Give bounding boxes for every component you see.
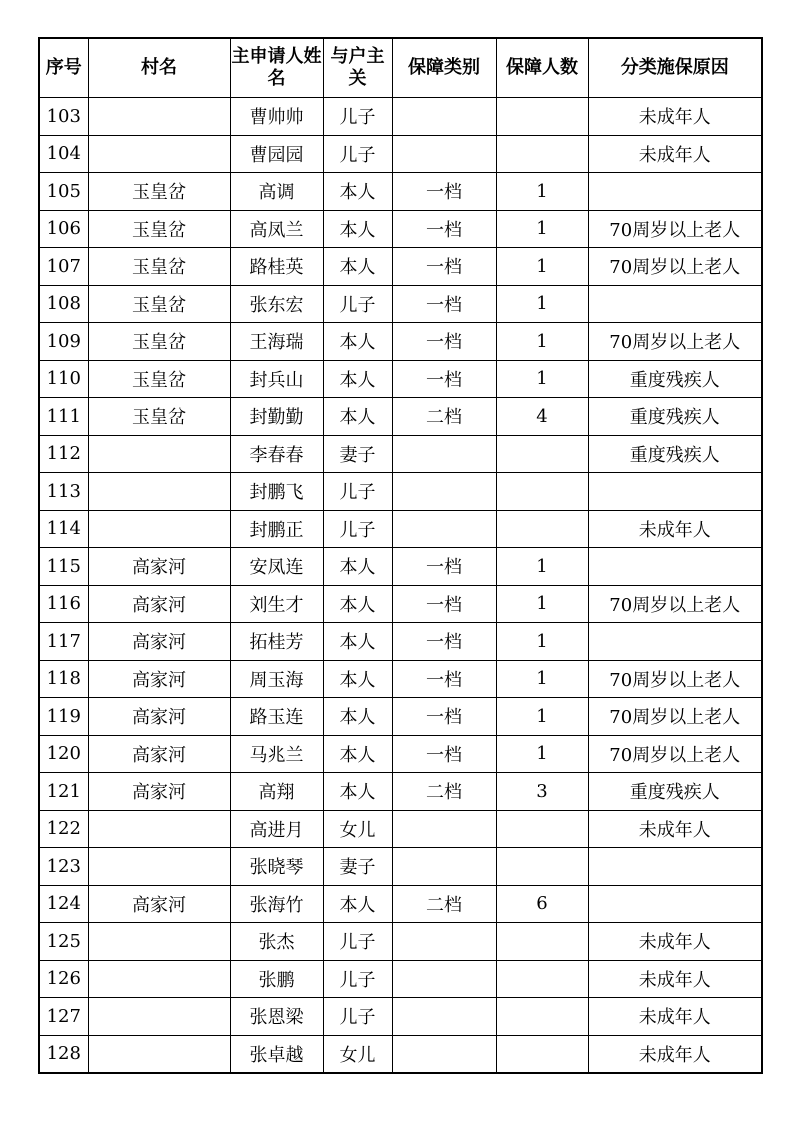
cell-category: 一档 (392, 585, 496, 623)
header-count: 保障人数 (496, 38, 588, 98)
cell-count: 1 (496, 248, 588, 286)
cell-count (496, 473, 588, 511)
cell-count: 4 (496, 398, 588, 436)
cell-relation: 本人 (323, 398, 392, 436)
cell-seq: 106 (39, 210, 88, 248)
cell-applicant-name: 张海竹 (230, 885, 323, 923)
cell-category (392, 98, 496, 136)
cell-reason: 70周岁以上老人 (588, 660, 762, 698)
cell-seq: 125 (39, 923, 88, 961)
table-row (39, 660, 762, 698)
cell-relation: 儿子 (323, 135, 392, 173)
cell-applicant-name: 马兆兰 (230, 735, 323, 773)
cell-reason: 未成年人 (588, 510, 762, 548)
cell-seq: 128 (39, 1035, 88, 1073)
header-category: 保障类别 (392, 38, 496, 98)
cell-village: 高家河 (88, 773, 230, 811)
cell-relation: 本人 (323, 660, 392, 698)
cell-count: 1 (496, 585, 588, 623)
cell-applicant-name: 封鹏飞 (230, 473, 323, 511)
table-row (39, 623, 762, 661)
cell-village: 高家河 (88, 585, 230, 623)
table-row (39, 398, 762, 436)
cell-village: 玉皇岔 (88, 285, 230, 323)
cell-village: 玉皇岔 (88, 360, 230, 398)
cell-category (392, 435, 496, 473)
cell-reason: 未成年人 (588, 923, 762, 961)
cell-category: 一档 (392, 660, 496, 698)
cell-relation: 女儿 (323, 810, 392, 848)
cell-count: 1 (496, 735, 588, 773)
cell-relation: 本人 (323, 773, 392, 811)
cell-relation: 儿子 (323, 998, 392, 1036)
cell-relation: 本人 (323, 698, 392, 736)
table-row (39, 135, 762, 173)
cell-category: 一档 (392, 285, 496, 323)
header-seq: 序号 (39, 38, 88, 98)
cell-reason (588, 623, 762, 661)
cell-seq: 127 (39, 998, 88, 1036)
cell-seq: 104 (39, 135, 88, 173)
cell-applicant-name: 张晓琴 (230, 848, 323, 886)
cell-village (88, 98, 230, 136)
cell-category: 一档 (392, 248, 496, 286)
cell-village: 高家河 (88, 623, 230, 661)
cell-village (88, 473, 230, 511)
cell-relation: 本人 (323, 585, 392, 623)
cell-category: 一档 (392, 698, 496, 736)
cell-category (392, 510, 496, 548)
cell-category (392, 960, 496, 998)
cell-count: 1 (496, 623, 588, 661)
header-applicant: 主申请人姓名 (230, 38, 323, 98)
cell-seq: 111 (39, 398, 88, 436)
cell-seq: 105 (39, 173, 88, 211)
cell-applicant-name: 封兵山 (230, 360, 323, 398)
cell-count: 1 (496, 548, 588, 586)
cell-count (496, 960, 588, 998)
cell-count: 1 (496, 173, 588, 211)
cell-applicant-name: 封勤勤 (230, 398, 323, 436)
cell-seq: 109 (39, 323, 88, 361)
cell-relation: 儿子 (323, 960, 392, 998)
cell-count (496, 923, 588, 961)
cell-village: 高家河 (88, 885, 230, 923)
cell-relation: 本人 (323, 323, 392, 361)
cell-relation: 本人 (323, 548, 392, 586)
cell-reason (588, 548, 762, 586)
table-row (39, 810, 762, 848)
cell-reason (588, 473, 762, 511)
table-row (39, 548, 762, 586)
header-village: 村名 (88, 38, 230, 98)
cell-village: 高家河 (88, 660, 230, 698)
cell-count (496, 510, 588, 548)
cell-seq: 115 (39, 548, 88, 586)
cell-seq: 118 (39, 660, 88, 698)
cell-category: 一档 (392, 735, 496, 773)
cell-relation: 本人 (323, 360, 392, 398)
cell-count (496, 135, 588, 173)
cell-applicant-name: 张鹏 (230, 960, 323, 998)
cell-seq: 116 (39, 585, 88, 623)
cell-seq: 107 (39, 248, 88, 286)
cell-category (392, 135, 496, 173)
cell-count: 1 (496, 360, 588, 398)
cell-village: 高家河 (88, 548, 230, 586)
cell-count: 1 (496, 698, 588, 736)
table-row (39, 698, 762, 736)
cell-applicant-name: 高翔 (230, 773, 323, 811)
cell-village (88, 510, 230, 548)
cell-village (88, 923, 230, 961)
table-row (39, 323, 762, 361)
cell-seq: 103 (39, 98, 88, 136)
cell-reason: 重度残疾人 (588, 773, 762, 811)
table-row (39, 735, 762, 773)
cell-village (88, 960, 230, 998)
cell-applicant-name: 李春春 (230, 435, 323, 473)
table-header (39, 38, 762, 98)
cell-count: 1 (496, 285, 588, 323)
cell-applicant-name: 安凤连 (230, 548, 323, 586)
cell-category (392, 473, 496, 511)
cell-reason (588, 173, 762, 211)
table-row (39, 585, 762, 623)
table-row (39, 510, 762, 548)
table-row (39, 773, 762, 811)
cell-count (496, 1035, 588, 1073)
cell-seq: 114 (39, 510, 88, 548)
cell-village: 玉皇岔 (88, 398, 230, 436)
cell-category (392, 810, 496, 848)
cell-relation: 本人 (323, 210, 392, 248)
cell-count (496, 848, 588, 886)
table-row (39, 435, 762, 473)
cell-count: 3 (496, 773, 588, 811)
cell-applicant-name: 封鹏正 (230, 510, 323, 548)
cell-relation: 本人 (323, 248, 392, 286)
cell-village: 玉皇岔 (88, 248, 230, 286)
cell-seq: 123 (39, 848, 88, 886)
table-row (39, 360, 762, 398)
cell-applicant-name: 张东宏 (230, 285, 323, 323)
cell-village: 玉皇岔 (88, 323, 230, 361)
cell-applicant-name: 周玉海 (230, 660, 323, 698)
cell-seq: 113 (39, 473, 88, 511)
cell-village (88, 135, 230, 173)
cell-relation: 儿子 (323, 510, 392, 548)
table-row (39, 848, 762, 886)
cell-count (496, 98, 588, 136)
cell-relation: 女儿 (323, 1035, 392, 1073)
cell-applicant-name: 路玉连 (230, 698, 323, 736)
table-row (39, 210, 762, 248)
cell-category (392, 848, 496, 886)
cell-applicant-name: 高凤兰 (230, 210, 323, 248)
cell-seq: 124 (39, 885, 88, 923)
table-row (39, 998, 762, 1036)
cell-applicant-name: 张卓越 (230, 1035, 323, 1073)
cell-seq: 121 (39, 773, 88, 811)
cell-reason: 重度残疾人 (588, 435, 762, 473)
cell-category (392, 1035, 496, 1073)
table-row (39, 248, 762, 286)
cell-relation: 本人 (323, 173, 392, 211)
cell-applicant-name: 拓桂芳 (230, 623, 323, 661)
cell-reason: 70周岁以上老人 (588, 735, 762, 773)
cell-count (496, 998, 588, 1036)
cell-reason: 70周岁以上老人 (588, 698, 762, 736)
cell-reason: 70周岁以上老人 (588, 210, 762, 248)
cell-village: 高家河 (88, 735, 230, 773)
cell-reason: 未成年人 (588, 960, 762, 998)
cell-relation: 儿子 (323, 923, 392, 961)
cell-reason: 未成年人 (588, 135, 762, 173)
cell-reason: 70周岁以上老人 (588, 248, 762, 286)
cell-applicant-name: 张杰 (230, 923, 323, 961)
cell-reason: 未成年人 (588, 998, 762, 1036)
cell-village (88, 435, 230, 473)
header-row (39, 38, 762, 98)
cell-reason (588, 885, 762, 923)
cell-applicant-name: 王海瑞 (230, 323, 323, 361)
cell-category: 二档 (392, 885, 496, 923)
table-row (39, 960, 762, 998)
cell-reason: 70周岁以上老人 (588, 323, 762, 361)
cell-relation: 本人 (323, 735, 392, 773)
cell-reason: 未成年人 (588, 810, 762, 848)
cell-category: 一档 (392, 360, 496, 398)
table-body (39, 98, 762, 1074)
cell-seq: 112 (39, 435, 88, 473)
header-relation: 与户主关 (323, 38, 392, 98)
cell-village (88, 810, 230, 848)
cell-relation: 儿子 (323, 473, 392, 511)
cell-village (88, 848, 230, 886)
cell-reason: 重度残疾人 (588, 398, 762, 436)
cell-reason: 70周岁以上老人 (588, 585, 762, 623)
cell-relation: 本人 (323, 885, 392, 923)
cell-village (88, 1035, 230, 1073)
cell-village: 高家河 (88, 698, 230, 736)
cell-applicant-name: 高进月 (230, 810, 323, 848)
cell-seq: 122 (39, 810, 88, 848)
cell-count: 1 (496, 660, 588, 698)
cell-applicant-name: 曹帅帅 (230, 98, 323, 136)
cell-category: 一档 (392, 210, 496, 248)
cell-seq: 110 (39, 360, 88, 398)
cell-seq: 117 (39, 623, 88, 661)
cell-relation: 本人 (323, 623, 392, 661)
cell-relation: 妻子 (323, 435, 392, 473)
cell-category: 一档 (392, 548, 496, 586)
cell-category: 二档 (392, 398, 496, 436)
cell-applicant-name: 曹园园 (230, 135, 323, 173)
table-row (39, 923, 762, 961)
cell-village: 玉皇岔 (88, 210, 230, 248)
cell-reason: 未成年人 (588, 1035, 762, 1073)
cell-category: 一档 (392, 623, 496, 661)
cell-count: 6 (496, 885, 588, 923)
cell-count (496, 810, 588, 848)
cell-applicant-name: 路桂英 (230, 248, 323, 286)
cell-reason: 重度残疾人 (588, 360, 762, 398)
cell-count: 1 (496, 210, 588, 248)
cell-reason (588, 848, 762, 886)
table-row (39, 1035, 762, 1073)
table-row (39, 285, 762, 323)
cell-category: 一档 (392, 173, 496, 211)
cell-category (392, 923, 496, 961)
cell-seq: 126 (39, 960, 88, 998)
cell-applicant-name: 张恩梁 (230, 998, 323, 1036)
table-row (39, 173, 762, 211)
cell-count (496, 435, 588, 473)
cell-category: 二档 (392, 773, 496, 811)
cell-village (88, 998, 230, 1036)
cell-seq: 108 (39, 285, 88, 323)
cell-reason: 未成年人 (588, 98, 762, 136)
cell-relation: 儿子 (323, 285, 392, 323)
table-row (39, 885, 762, 923)
cell-seq: 119 (39, 698, 88, 736)
assistance-table (38, 37, 763, 1074)
header-reason: 分类施保原因 (588, 38, 762, 98)
cell-applicant-name: 刘生才 (230, 585, 323, 623)
table-row (39, 473, 762, 511)
cell-relation: 儿子 (323, 98, 392, 136)
cell-category (392, 998, 496, 1036)
cell-relation: 妻子 (323, 848, 392, 886)
cell-reason (588, 285, 762, 323)
cell-count: 1 (496, 323, 588, 361)
cell-seq: 120 (39, 735, 88, 773)
table-row (39, 98, 762, 136)
cell-village: 玉皇岔 (88, 173, 230, 211)
cell-applicant-name: 高调 (230, 173, 323, 211)
cell-category: 一档 (392, 323, 496, 361)
